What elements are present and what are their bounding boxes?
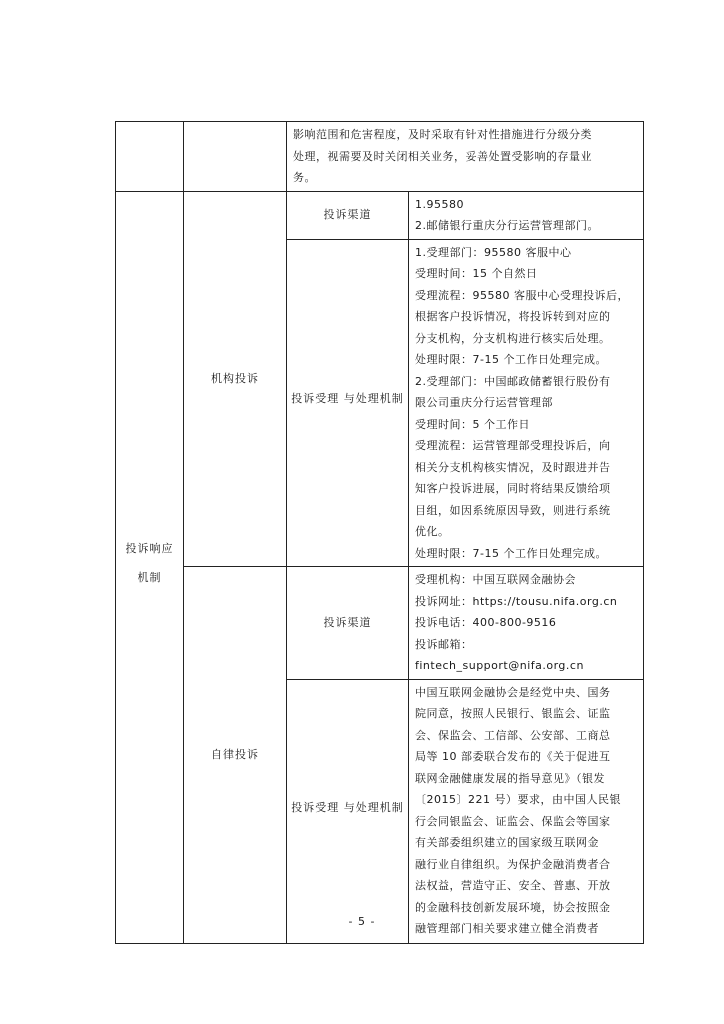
text-line: 处理，视需要及时关闭相关业务，妥善处置受影响的存量业 (293, 149, 592, 163)
text-line: 局等 10 部委联合发布的《关于促进互 (415, 750, 611, 763)
empty-cell (184, 122, 287, 192)
text-line: 1.95580 (415, 197, 464, 211)
text-line: 有关部委组织建立的国家级互联网金 (415, 836, 599, 849)
continuation-text (287, 122, 644, 192)
text-line: 务。 (293, 171, 316, 184)
text-line: 受理流程：95580 客服中心受理投诉后， (415, 288, 629, 302)
text-line: 限公司重庆分行运营管理部 (415, 396, 553, 409)
text-line: 融行业自律组织。为保护金融消费者合 (415, 857, 611, 871)
self-channel-text (409, 567, 644, 680)
text-line: 中国互联网金融协会是经党中央、国务 (415, 685, 611, 699)
internal-channel-text (409, 191, 644, 239)
text-line: 影响范围和危害程度，及时采取有针对性措施进行分级分类 (293, 128, 592, 141)
document-table (115, 121, 644, 944)
text-line: 融管理部门相关要求建立健全消费者 (415, 922, 599, 935)
text-line: 分支机构，分支机构进行核实后处理。 (415, 331, 611, 345)
text-line: 行会同银监会、证监会、保监会等国家 (415, 814, 611, 828)
self-mech-text (409, 679, 644, 943)
outer-label-cell (116, 191, 184, 943)
mech-label-line: 与处理机制 (343, 800, 404, 814)
text-line: 〔2015〕221 号）要求，由中国人民银 (415, 793, 621, 806)
text-line: 1.受理部门：95580 客服中心 (415, 245, 572, 259)
mech-label (287, 679, 409, 943)
mech-label-line: 投诉受理 (291, 800, 340, 814)
outer-label-line: 投诉响应 (125, 542, 174, 555)
text-line: 2.受理部门：中国邮政储蓄银行股份有 (415, 374, 611, 388)
empty-cell (116, 122, 184, 192)
text-line: 投诉邮箱： (415, 637, 473, 651)
text-line: 受理流程：运营管理部受理投诉后，向 (415, 439, 611, 452)
text-line: 根据客户投诉情况，将投诉转到对应的 (415, 310, 611, 323)
text-line: 院同意，按照人民银行、银监会、证监 (415, 707, 611, 720)
text-line: 的金融科技创新发展环境，协会按照金 (415, 900, 611, 914)
text-line: 联网金融健康发展的指导意见》（银发 (415, 771, 605, 785)
self-channel-row (116, 567, 644, 680)
mech-label-line: 投诉受理 (291, 392, 340, 406)
text-line: 投诉电话：400-800-9516 (415, 616, 557, 629)
channel-label: 投诉渠道 (287, 191, 409, 239)
text-line: 2.邮储银行重庆分行运营管理部门。 (415, 219, 599, 232)
mech-label (287, 239, 409, 567)
section-self-label: 自律投诉 (184, 567, 287, 944)
text-line: 受理时间：15 个自然日 (415, 267, 538, 280)
page-number: - 5 - (348, 915, 376, 928)
text-line: 处理时限：7-15 个工作日处理完成。 (415, 353, 607, 366)
text-line: 投诉网址：https://tousu.nifa.org.cn (415, 594, 618, 608)
text-line: 优化。 (415, 525, 450, 538)
channel-label: 投诉渠道 (287, 567, 409, 680)
internal-mech-text (409, 239, 644, 567)
text-line: 知客户投诉进展，同时将结果反馈给项 (415, 482, 611, 495)
text-line: 会、保监会、工信部、公安部、工商总 (415, 728, 611, 742)
mech-label-line: 与处理机制 (343, 392, 404, 406)
text-line: 受理机构：中国互联网金融协会 (415, 573, 576, 586)
section-internal-label: 机构投诉 (184, 191, 287, 567)
text-line: 目组，如因系统原因导致，则进行系统 (415, 503, 611, 517)
text-line: 相关分支机构核实情况，及时跟进并告 (415, 460, 611, 474)
text-line: 处理时限：7-15 个工作日处理完成。 (415, 546, 607, 560)
text-line: fintech_support@nifa.org.cn (415, 659, 584, 672)
internal-channel-row (116, 191, 644, 239)
text-line: 法权益，营造守正、安全、普惠、开放 (415, 879, 611, 892)
text-line: 受理时间：5 个工作日 (415, 417, 530, 431)
continuation-row (116, 122, 644, 192)
outer-label-line: 机制 (137, 571, 162, 584)
